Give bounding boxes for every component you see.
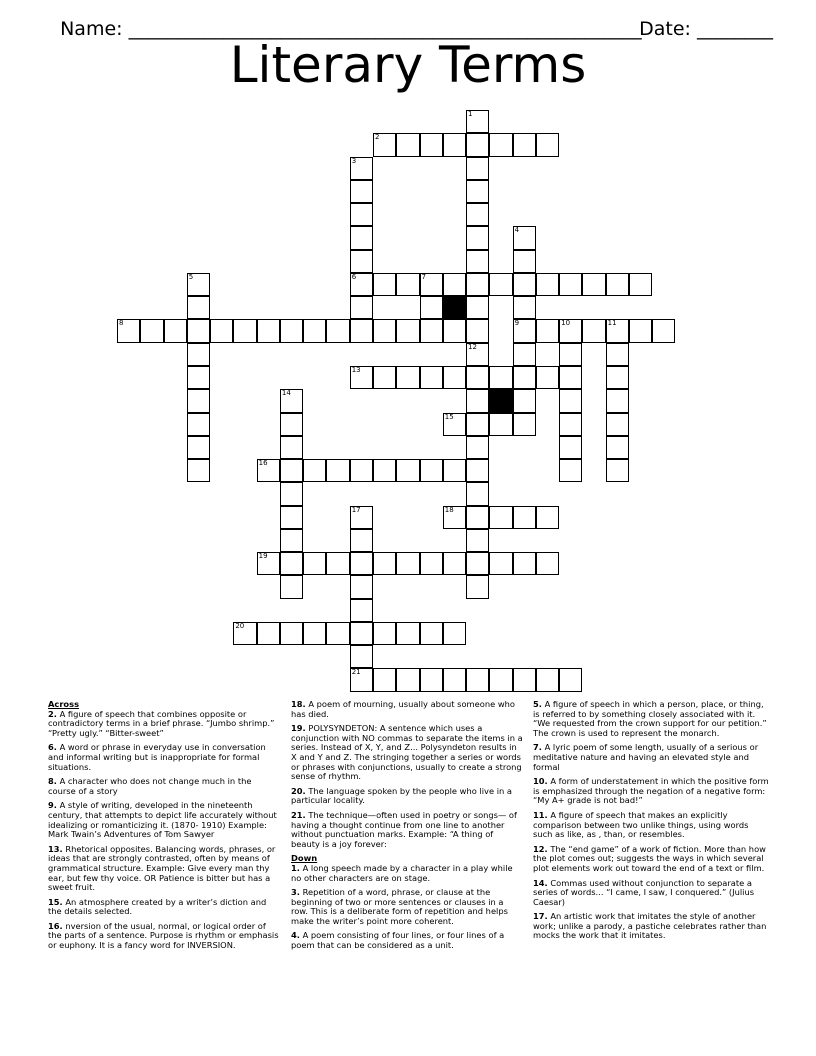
- grid-cell[interactable]: [606, 436, 629, 459]
- grid-cell[interactable]: [466, 180, 489, 203]
- grid-cell[interactable]: [466, 157, 489, 180]
- grid-cell[interactable]: [443, 319, 466, 342]
- clue-number: 5: [188, 272, 194, 281]
- clue-text: Repetition of a word, phrase, or clause at the beginning of two or more sentences or clauses in a row. This is a deliberate form of repetition and helps make the writer’s point more coherent.: [291, 887, 508, 926]
- grid-cell[interactable]: [443, 506, 466, 529]
- grid-cell[interactable]: [466, 413, 489, 436]
- grid-cell[interactable]: [373, 319, 396, 342]
- grid-cell[interactable]: [513, 250, 536, 273]
- grid-cell[interactable]: [280, 622, 303, 645]
- clue-number: 9: [514, 319, 520, 328]
- grid-cell[interactable]: [606, 459, 629, 482]
- clue-number: 18.: [291, 699, 306, 709]
- grid-cell[interactable]: [373, 622, 396, 645]
- grid-cell[interactable]: [420, 273, 443, 296]
- clue-number: 5.: [533, 699, 542, 709]
- grid-cell[interactable]: [187, 459, 210, 482]
- grid-cell[interactable]: [466, 436, 489, 459]
- clue-number: 10: [561, 319, 571, 328]
- grid-cell[interactable]: [210, 319, 233, 342]
- clue-item: [291, 724, 523, 782]
- grid-cell[interactable]: [187, 389, 210, 412]
- grid-cell[interactable]: [513, 413, 536, 436]
- grid-cell[interactable]: [350, 157, 373, 180]
- grid-cell[interactable]: [420, 366, 443, 389]
- clue-item: [291, 864, 523, 883]
- grid-cell[interactable]: [466, 552, 489, 575]
- clue-number: 13: [351, 365, 361, 374]
- grid-cell[interactable]: [373, 459, 396, 482]
- grid-cell[interactable]: [513, 506, 536, 529]
- grid-cell[interactable]: [350, 273, 373, 296]
- clue-number: 20: [235, 621, 245, 630]
- grid-cell[interactable]: [350, 296, 373, 319]
- grid-cell[interactable]: [559, 413, 582, 436]
- black-square: [443, 296, 466, 319]
- grid-cell[interactable]: [443, 459, 466, 482]
- grid-cell[interactable]: [326, 319, 349, 342]
- grid-cell[interactable]: [303, 459, 326, 482]
- grid-cell[interactable]: [606, 389, 629, 412]
- clue-number: 17.: [533, 911, 548, 922]
- clue-column-3: [533, 700, 769, 946]
- grid-cell[interactable]: [280, 436, 303, 459]
- grid-cell[interactable]: [559, 319, 582, 342]
- grid-cell[interactable]: [350, 668, 373, 691]
- clue-item: [533, 777, 769, 806]
- clue-number: 12: [468, 342, 477, 351]
- grid-cell[interactable]: [373, 273, 396, 296]
- grid-cell[interactable]: [396, 133, 419, 156]
- grid-cell[interactable]: [187, 273, 210, 296]
- grid-cell[interactable]: [326, 459, 349, 482]
- grid-cell[interactable]: [350, 529, 373, 552]
- grid-cell[interactable]: [187, 366, 210, 389]
- grid-cell[interactable]: [513, 296, 536, 319]
- grid-cell[interactable]: [559, 668, 582, 691]
- grid-cell[interactable]: [164, 319, 187, 342]
- grid-cell[interactable]: [466, 319, 489, 342]
- grid-cell[interactable]: [326, 552, 349, 575]
- grid-cell[interactable]: [303, 552, 326, 575]
- clue-item: [533, 811, 769, 840]
- grid-cell[interactable]: [582, 273, 605, 296]
- grid-cell[interactable]: [513, 343, 536, 366]
- grid-cell[interactable]: [513, 668, 536, 691]
- grid-cell[interactable]: [629, 273, 652, 296]
- clue-text: A long speech made by a character in a play while no other characters are on stage.: [291, 862, 513, 883]
- grid-cell[interactable]: [466, 459, 489, 482]
- grid-cell[interactable]: [606, 273, 629, 296]
- clue-item: [48, 922, 280, 951]
- grid-cell[interactable]: [536, 273, 559, 296]
- clue-column-2: [291, 700, 523, 956]
- clue-item: [533, 743, 769, 772]
- grid-cell[interactable]: [489, 506, 512, 529]
- grid-cell[interactable]: [280, 389, 303, 412]
- clue-number: 14.: [533, 877, 548, 888]
- clue-item: [48, 845, 280, 893]
- clue-number: 15: [444, 412, 454, 421]
- page-title: Literary Terms: [229, 36, 587, 94]
- clue-number: 16.: [48, 920, 63, 931]
- grid-cell[interactable]: [559, 343, 582, 366]
- clue-text: Commas used without conjunction to separate a series of words... “I came, I saw, I conquered.” (Julius Caesar): [533, 877, 755, 907]
- black-square: [489, 389, 512, 412]
- grid-cell[interactable]: [466, 273, 489, 296]
- date-label: Date:: [639, 18, 697, 40]
- clue-number: 2.: [48, 708, 57, 719]
- grid-cell[interactable]: [303, 622, 326, 645]
- clue-number: 7.: [533, 742, 542, 753]
- grid-cell[interactable]: [629, 319, 652, 342]
- grid-cell[interactable]: [606, 366, 629, 389]
- grid-cell[interactable]: [466, 133, 489, 156]
- grid-cell[interactable]: [606, 343, 629, 366]
- grid-cell[interactable]: [582, 319, 605, 342]
- grid-cell[interactable]: [443, 413, 466, 436]
- clue-text: A style of writing, developed in the nineteenth century, that attempts to depict life accurately without idealizing or romanticizing it. (1870- 1910) Example: Mark Twain’s Adventures of Tom Sawyer: [48, 800, 277, 840]
- grid-cell[interactable]: [536, 668, 559, 691]
- clue-text: The “end game” of a work of fiction. More than how the plot comes out; suggests the ways in which several plot elements work out toward the end of a text or film.: [533, 843, 766, 873]
- grid-cell[interactable]: [443, 133, 466, 156]
- clue-item: [291, 787, 523, 806]
- grid-cell[interactable]: [396, 366, 419, 389]
- clue-text: A lyric poem of some length, usually of a serious or meditative nature and having an elevated style and formal: [533, 742, 759, 772]
- grid-cell[interactable]: [559, 366, 582, 389]
- clue-number: 4.: [291, 930, 300, 941]
- clue-item: [533, 700, 769, 738]
- grid-cell[interactable]: [280, 482, 303, 505]
- clue-number: 19: [258, 552, 268, 561]
- clue-number: 16: [258, 459, 268, 468]
- clue-item: [291, 811, 523, 849]
- grid-cell[interactable]: [443, 552, 466, 575]
- clue-item: [291, 888, 523, 926]
- grid-cell[interactable]: [513, 552, 536, 575]
- down-heading: Down: [291, 853, 318, 864]
- grid-cell[interactable]: [396, 622, 419, 645]
- grid-cell[interactable]: [350, 506, 373, 529]
- grid-cell[interactable]: [257, 552, 280, 575]
- grid-cell[interactable]: [303, 319, 326, 342]
- clue-item: [533, 879, 769, 908]
- grid-cell[interactable]: [257, 459, 280, 482]
- clue-text: A figure of speech that makes an explicitly comparison between two unlike things, using words such as like, as , than, or resembles.: [533, 809, 749, 840]
- clue-number: 13.: [48, 843, 63, 854]
- grid-cell[interactable]: [350, 575, 373, 598]
- grid-cell[interactable]: [489, 552, 512, 575]
- clue-item: [533, 912, 769, 941]
- clue-number: 11.: [533, 809, 548, 820]
- grid-cell[interactable]: [466, 668, 489, 691]
- grid-cell[interactable]: [233, 622, 256, 645]
- grid-cell[interactable]: [420, 668, 443, 691]
- grid-cell[interactable]: [513, 319, 536, 342]
- grid-cell[interactable]: [420, 459, 443, 482]
- grid-cell[interactable]: [350, 250, 373, 273]
- grid-cell[interactable]: [513, 389, 536, 412]
- grid-cell[interactable]: [513, 273, 536, 296]
- grid-cell[interactable]: [420, 552, 443, 575]
- grid-cell[interactable]: [350, 180, 373, 203]
- grid-cell[interactable]: [489, 413, 512, 436]
- clue-text: An atmosphere created by a writer’s diction and the details selected.: [48, 896, 267, 917]
- grid-cell[interactable]: [280, 529, 303, 552]
- clue-text: An artistic work that imitates the style of another work; unlike a parody, a pastiche celebrates rather than mocks the work that it imitates.: [533, 911, 767, 941]
- grid-cell[interactable]: [466, 482, 489, 505]
- grid-cell[interactable]: [396, 459, 419, 482]
- clue-text: nversion of the usual, normal, or logical order of the parts of a sentence. Purpose is rhythm or emphasis or euphony. It is a fancy word for INVERSION.: [48, 920, 279, 951]
- clue-item: [291, 700, 523, 719]
- clue-number: 17: [351, 505, 361, 514]
- grid-cell[interactable]: [187, 413, 210, 436]
- grid-cell[interactable]: [326, 622, 349, 645]
- clue-number: 6: [351, 272, 357, 281]
- clue-column-1: [48, 700, 280, 956]
- clue-text: A form of understatement in which the positive form is emphasized through the negation of a negative form: “My A+ grade is not bad!”: [533, 776, 769, 806]
- clue-number: 12.: [533, 843, 548, 854]
- clue-number: 8.: [48, 776, 57, 787]
- clue-number: 7: [421, 272, 426, 281]
- grid-cell[interactable]: [466, 366, 489, 389]
- grid-cell[interactable]: [466, 389, 489, 412]
- grid-cell[interactable]: [513, 366, 536, 389]
- grid-cell[interactable]: [350, 552, 373, 575]
- grid-cell[interactable]: [466, 529, 489, 552]
- grid-cell[interactable]: [257, 319, 280, 342]
- clue-item: [48, 777, 280, 796]
- clue-number: 15.: [48, 896, 63, 907]
- grid-cell[interactable]: [489, 668, 512, 691]
- grid-cell[interactable]: [536, 366, 559, 389]
- grid-cell[interactable]: [466, 250, 489, 273]
- grid-cell[interactable]: [559, 389, 582, 412]
- grid-cell[interactable]: [420, 319, 443, 342]
- grid-cell[interactable]: [396, 273, 419, 296]
- grid-cell[interactable]: [396, 552, 419, 575]
- across-heading: Across: [48, 699, 80, 709]
- grid-cell[interactable]: [536, 552, 559, 575]
- clue-number: 1: [468, 110, 473, 118]
- clue-text: A figure of speech that combines opposite or contradictory terms in a brief phrase. “Jumbo shrimp.” “Pretty ugly.” “Bitter-sweet”: [48, 708, 275, 738]
- grid-cell[interactable]: [559, 273, 582, 296]
- grid-cell[interactable]: [187, 436, 210, 459]
- clue-number: 14: [281, 389, 291, 398]
- clue-text: A figure of speech in which a person, place, or thing, is referred to by something closely associated with it. “We requested from the crown support for our petition.” The crown is used to represent the monarch.: [533, 699, 767, 738]
- grid-cell[interactable]: [396, 319, 419, 342]
- grid-cell[interactable]: [396, 668, 419, 691]
- grid-cell[interactable]: [466, 343, 489, 366]
- grid-cell[interactable]: [466, 110, 489, 133]
- clue-number: 18: [444, 505, 454, 514]
- grid-cell[interactable]: [280, 459, 303, 482]
- clue-number: 2: [374, 133, 380, 142]
- clue-item: [291, 931, 523, 950]
- grid-cell[interactable]: [117, 319, 140, 342]
- grid-cell[interactable]: [350, 366, 373, 389]
- clue-number: 10.: [533, 776, 548, 787]
- grid-cell[interactable]: [373, 133, 396, 156]
- grid-cell[interactable]: [443, 668, 466, 691]
- name-label: Name:: [60, 18, 129, 40]
- grid-cell[interactable]: [140, 319, 163, 342]
- clue-number: 11: [607, 319, 617, 328]
- grid-cell[interactable]: [606, 319, 629, 342]
- grid-cell[interactable]: [420, 296, 443, 319]
- clue-item: [48, 743, 280, 772]
- grid-cell[interactable]: [420, 622, 443, 645]
- grid-cell[interactable]: [513, 133, 536, 156]
- grid-cell[interactable]: [350, 203, 373, 226]
- clue-number: 19.: [291, 723, 306, 734]
- grid-cell[interactable]: [187, 343, 210, 366]
- date-line[interactable]: ________: [696, 18, 773, 40]
- grid-cell[interactable]: [606, 413, 629, 436]
- grid-cell[interactable]: [489, 366, 512, 389]
- grid-cell[interactable]: [536, 133, 559, 156]
- grid-cell[interactable]: [373, 552, 396, 575]
- clue-text: A poem consisting of four lines, or four lines of a poem that can be considered as a unit.: [291, 930, 505, 951]
- grid-cell[interactable]: [187, 296, 210, 319]
- grid-cell[interactable]: [652, 319, 675, 342]
- clue-number: 21: [351, 668, 361, 677]
- clue-number: 21.: [291, 809, 306, 820]
- grid-cell[interactable]: [350, 645, 373, 668]
- grid-cell[interactable]: [350, 459, 373, 482]
- grid-cell[interactable]: [443, 273, 466, 296]
- clue-number: 6.: [48, 742, 57, 753]
- grid-cell[interactable]: [536, 506, 559, 529]
- clue-item: [48, 801, 280, 839]
- clue-text: Rhetorical opposites. Balancing words, phrases, or ideas that are strongly contrasted, often by means of grammatical structure. Example: Give every man thy ear, but few thy voice. OR Patience is bitter but has a sweet fruit.: [48, 843, 276, 893]
- clue-item: [48, 898, 280, 917]
- clue-number: 3: [351, 156, 357, 165]
- clue-number: 3.: [291, 887, 300, 898]
- grid-cell[interactable]: [559, 436, 582, 459]
- name-line[interactable]: ______________________________________________________: [128, 18, 642, 40]
- grid-cell[interactable]: [513, 226, 536, 249]
- grid-cell[interactable]: [443, 622, 466, 645]
- grid-cell[interactable]: [257, 622, 280, 645]
- clue-item: [533, 845, 769, 874]
- grid-cell[interactable]: [420, 133, 443, 156]
- grid-cell[interactable]: [466, 226, 489, 249]
- grid-cell[interactable]: [466, 296, 489, 319]
- grid-cell[interactable]: [373, 668, 396, 691]
- grid-cell[interactable]: [373, 366, 396, 389]
- clue-text: A character who does not change much in the course of a story: [48, 776, 252, 796]
- grid-cell[interactable]: [466, 203, 489, 226]
- grid-cell[interactable]: [280, 319, 303, 342]
- clue-number: 1.: [291, 862, 300, 873]
- grid-cell[interactable]: [559, 459, 582, 482]
- grid-cell[interactable]: [350, 599, 373, 622]
- grid-cell[interactable]: [280, 506, 303, 529]
- grid-cell[interactable]: [443, 366, 466, 389]
- clue-text: The technique—often used in poetry or songs— of having a thought continue from one line to another without punctuation marks. Example: “A thing of beauty is a joy forever:: [291, 809, 517, 849]
- clue-text: The language spoken by the people who live in a particular locality.: [291, 785, 512, 806]
- grid-cell[interactable]: [350, 319, 373, 342]
- clue-item: [48, 710, 280, 739]
- grid-cell[interactable]: [489, 273, 512, 296]
- grid-cell[interactable]: [280, 413, 303, 436]
- clue-number: 20.: [291, 785, 306, 796]
- grid-cell[interactable]: [489, 133, 512, 156]
- grid-cell[interactable]: [466, 506, 489, 529]
- clue-number: 8: [119, 319, 124, 328]
- grid-cell[interactable]: [187, 319, 210, 342]
- grid-cell[interactable]: [280, 552, 303, 575]
- grid-cell[interactable]: [350, 226, 373, 249]
- grid-cell[interactable]: [233, 319, 256, 342]
- clue-number: 9.: [48, 800, 57, 811]
- grid-cell[interactable]: [280, 575, 303, 598]
- grid-cell[interactable]: [466, 575, 489, 598]
- clue-number: 4: [514, 226, 520, 235]
- clue-text: A word or phrase in everyday use in conversation and informal writing but is inappropriate for formal situations.: [48, 742, 266, 772]
- clue-text: POLYSYNDETON: A sentence which uses a conjunction with NO commas to separate the items in a series. Instead of X, Y, and Z... Polysyndeton results in X and Y and Z. The stringing together a series or words or phrases with conjunctions, usually to create a strong sense of rhythm.: [291, 723, 523, 782]
- grid-cell[interactable]: [350, 622, 373, 645]
- grid-cell[interactable]: [536, 319, 559, 342]
- clue-text: A poem of mourning, usually about someone who has died.: [291, 699, 515, 719]
